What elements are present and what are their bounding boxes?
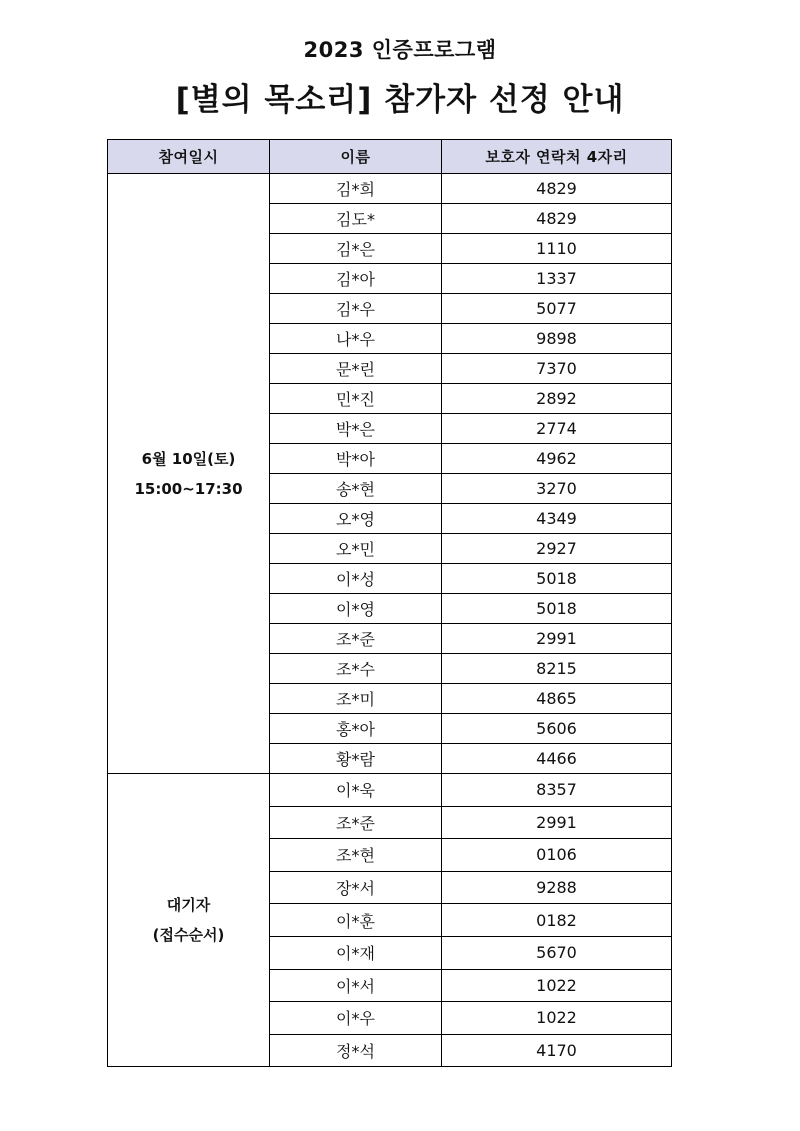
participant-name-cell: 민*진	[270, 384, 442, 414]
participant-name-cell: 이*훈	[270, 904, 442, 937]
participant-name-cell: 김*우	[270, 294, 442, 324]
document-title: 2023 인증프로그램	[303, 38, 497, 62]
guardian-phone-cell: 9288	[442, 871, 672, 904]
guardian-phone-cell: 1022	[442, 969, 672, 1002]
participant-name-cell: 문*린	[270, 354, 442, 384]
guardian-phone-cell: 8357	[442, 774, 672, 807]
column-header-phone: 보호자 연락처 4자리	[442, 140, 672, 174]
participant-name-cell: 이*욱	[270, 774, 442, 807]
column-header-name: 이름	[270, 140, 442, 174]
table-body	[108, 174, 672, 1067]
guardian-phone-cell: 0182	[442, 904, 672, 937]
guardian-phone-cell: 2927	[442, 534, 672, 564]
participant-name-cell: 조*미	[270, 684, 442, 714]
guardian-phone-cell: 5018	[442, 594, 672, 624]
group-label-line2: 15:00~17:30	[134, 479, 243, 498]
participant-name-cell: 송*현	[270, 474, 442, 504]
guardian-phone-cell: 2892	[442, 384, 672, 414]
guardian-phone-cell: 2991	[442, 806, 672, 839]
guardian-phone-cell: 3270	[442, 474, 672, 504]
guardian-phone-cell: 5077	[442, 294, 672, 324]
guardian-phone-cell: 4962	[442, 444, 672, 474]
guardian-phone-cell: 7370	[442, 354, 672, 384]
participant-name-cell: 박*아	[270, 444, 442, 474]
participant-name-cell: 이*서	[270, 969, 442, 1002]
participant-name-cell: 조*현	[270, 839, 442, 872]
participant-name-cell: 김*아	[270, 264, 442, 294]
waitlist-cell	[108, 774, 270, 1067]
guardian-phone-cell: 5606	[442, 714, 672, 744]
participant-name-cell: 이*우	[270, 1002, 442, 1035]
participant-name-cell: 조*수	[270, 654, 442, 684]
guardian-phone-cell: 1337	[442, 264, 672, 294]
participant-name-cell: 홍*아	[270, 714, 442, 744]
participant-name-cell: 김도*	[270, 204, 442, 234]
participant-name-cell: 이*성	[270, 564, 442, 594]
participant-name-cell: 박*은	[270, 414, 442, 444]
group-label-line2: (접수순서)	[152, 926, 225, 945]
guardian-phone-cell: 0106	[442, 839, 672, 872]
guardian-phone-cell: 4349	[442, 504, 672, 534]
participant-name-cell: 조*준	[270, 624, 442, 654]
participant-name-cell: 김*희	[270, 174, 442, 204]
guardian-phone-cell: 5018	[442, 564, 672, 594]
participant-name-cell: 황*람	[270, 744, 442, 774]
table-header-row	[108, 140, 672, 174]
guardian-phone-cell: 4865	[442, 684, 672, 714]
participant-table	[107, 139, 672, 1067]
table-row	[108, 174, 672, 204]
document-subtitle: [별의 목소리] 참가자 선정 안내	[175, 82, 625, 118]
guardian-phone-cell: 4170	[442, 1034, 672, 1067]
guardian-phone-cell: 2991	[442, 624, 672, 654]
participant-name-cell: 나*우	[270, 324, 442, 354]
participant-name-cell: 오*영	[270, 504, 442, 534]
guardian-phone-cell: 5670	[442, 936, 672, 969]
session-date-cell	[108, 174, 270, 774]
guardian-phone-cell: 1110	[442, 234, 672, 264]
participant-name-cell: 김*은	[270, 234, 442, 264]
participant-name-cell: 장*서	[270, 871, 442, 904]
guardian-phone-cell: 2774	[442, 414, 672, 444]
participant-name-cell: 정*석	[270, 1034, 442, 1067]
group-label-line1: 6월 10일(토)	[141, 449, 236, 468]
table-row	[108, 774, 672, 807]
guardian-phone-cell: 8215	[442, 654, 672, 684]
column-header-date: 참여일시	[108, 140, 270, 174]
guardian-phone-cell: 4466	[442, 744, 672, 774]
guardian-phone-cell: 4829	[442, 174, 672, 204]
participant-name-cell: 조*준	[270, 806, 442, 839]
guardian-phone-cell: 4829	[442, 204, 672, 234]
guardian-phone-cell: 9898	[442, 324, 672, 354]
participant-name-cell: 오*민	[270, 534, 442, 564]
group-label-line1: 대기자	[166, 896, 211, 915]
participant-name-cell: 이*영	[270, 594, 442, 624]
participant-name-cell: 이*재	[270, 936, 442, 969]
guardian-phone-cell: 1022	[442, 1002, 672, 1035]
